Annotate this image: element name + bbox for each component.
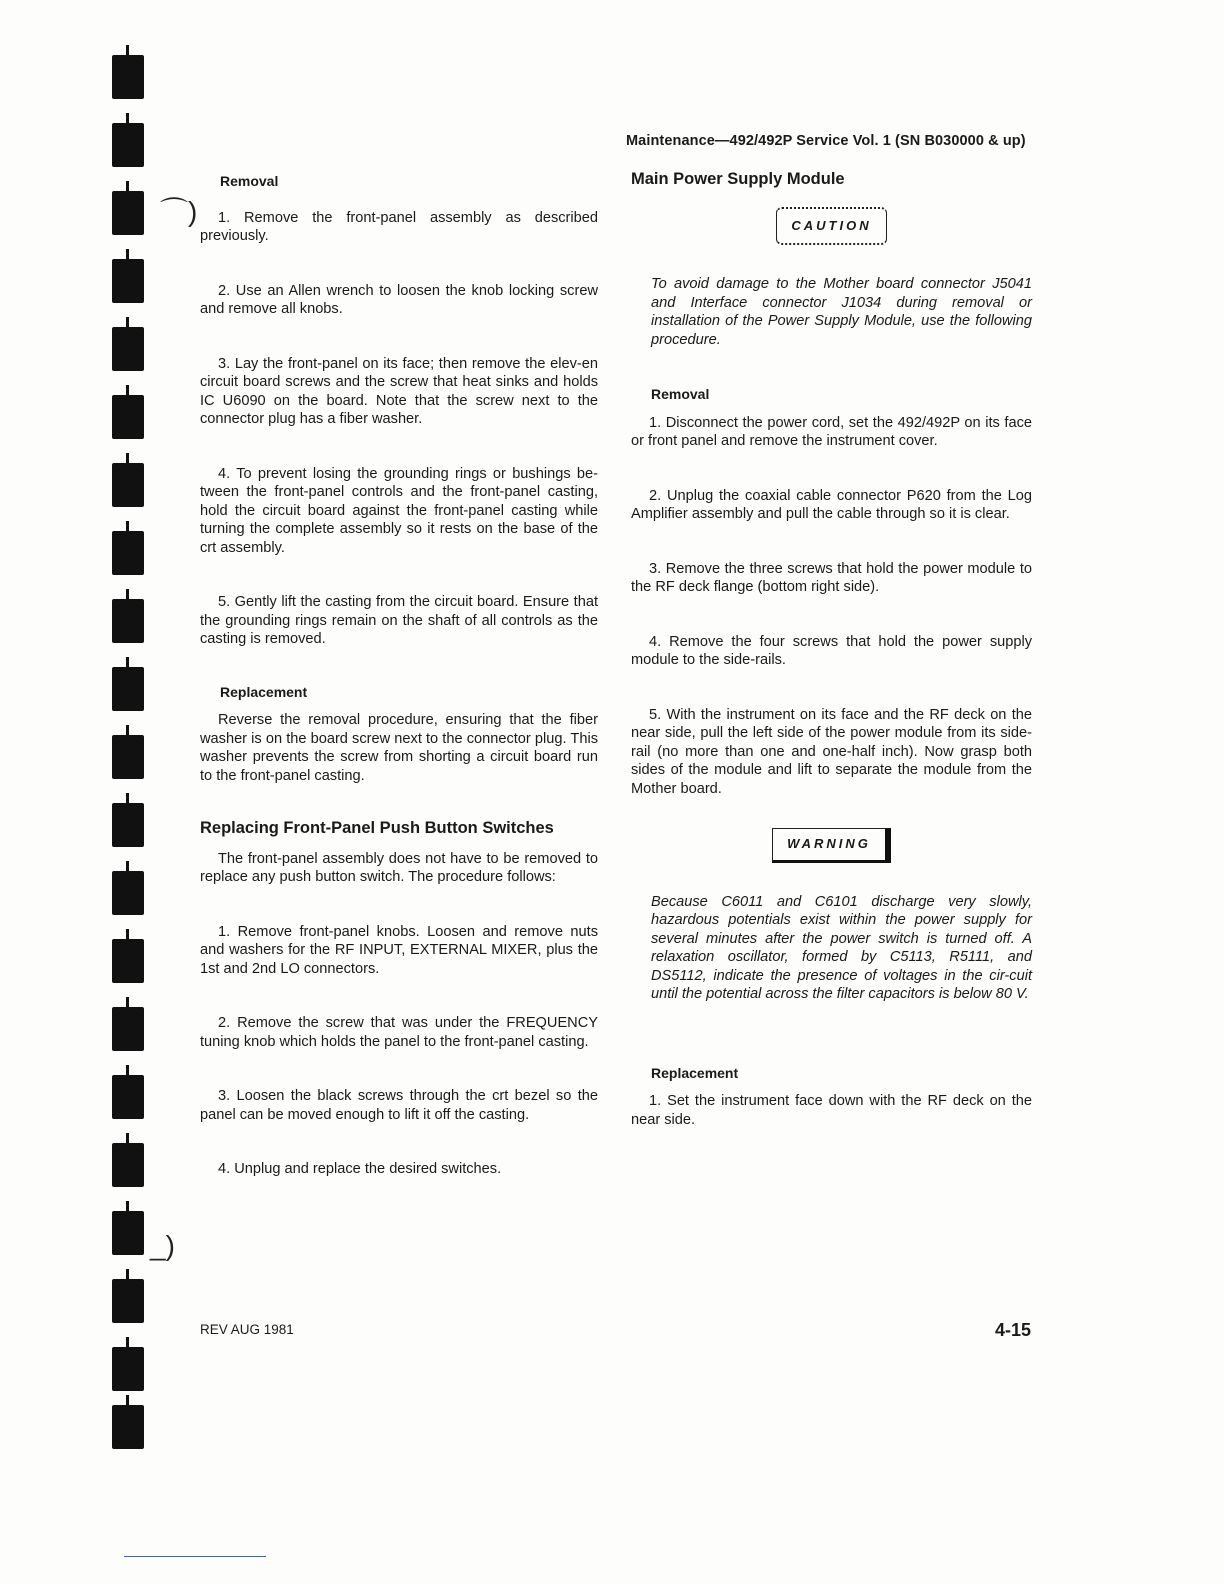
- binder-hole: [112, 1347, 144, 1391]
- removal-step: 4. To prevent losing the grounding rings or bushings be-tween the front-panel controls and the front-panel casting, hold the circuit board against the front-panel casting while turning the complete assembly so it rests on the base of the crt assembly.: [200, 465, 598, 556]
- removal-step: 1. Disconnect the power cord, set the 492/492P on its face or front panel and remove the instrument cover.: [631, 414, 1032, 449]
- binder-hole: [112, 1075, 144, 1119]
- binder-hole: [112, 1405, 144, 1449]
- binder-hole: [112, 667, 144, 711]
- bottom-rule: [124, 1556, 266, 1557]
- binder-hole: [112, 191, 144, 235]
- binder-hole: [112, 599, 144, 643]
- binder-hole: [112, 939, 144, 983]
- removal-step: 3. Remove the three screws that hold the power module to the RF deck flange (bottom right side).: [631, 560, 1032, 595]
- binder-hole: [112, 531, 144, 575]
- replacement-step: 1. Set the instrument face down with the RF deck on the near side.: [631, 1093, 1032, 1128]
- binder-hole: [112, 1143, 144, 1187]
- pencil-mark: _): [150, 1230, 175, 1261]
- caution-badge: CAUTION: [776, 207, 886, 246]
- removal-heading: Removal: [651, 386, 710, 402]
- section-title: Main Power Supply Module: [631, 170, 845, 188]
- push-button-step: 2. Remove the screw that was under the FREQUENCY tuning knob which holds the panel to the front-panel casting.: [200, 1015, 598, 1050]
- warning-badge: WARNING: [772, 828, 891, 863]
- binder-hole: [112, 1211, 144, 1255]
- page-number: 4-15: [995, 1320, 1032, 1340]
- push-button-heading: Replacing Front-Panel Push Button Switches: [200, 819, 554, 837]
- removal-step: 5. With the instrument on its face and the RF deck on the near side, pull the left side of the power module from its side-rail (no more than one and one-half inch). Now grasp both sides of the module and lift to separate the module from the Mother board.: [631, 706, 1032, 797]
- warning-text: Because C6011 and C6101 discharge very slowly, hazardous potentials exist within the power supply for several minutes after the power switch is turned off. A relaxation oscillator, formed by C5113, R5111, and DS5112, indicate the presence of voltages in the cir-cuit until the potential across the filter capacitors is below 80 V.: [651, 893, 1032, 1002]
- removal-step: 2. Unplug the coaxial cable connector P620 from the Log Amplifier assembly and pull the cable through so it is clear.: [631, 487, 1032, 522]
- pencil-mark: ⌒): [160, 196, 198, 227]
- removal-heading: Removal: [220, 173, 279, 189]
- revision-date: REV AUG 1981: [200, 1322, 294, 1337]
- push-button-intro: The front-panel assembly does not have to be removed to replace any push button switch. The procedure follows:: [200, 850, 598, 885]
- binder-hole: [112, 259, 144, 303]
- binder-hole: [112, 735, 144, 779]
- binder-hole: [112, 327, 144, 371]
- replacement-heading: Replacement: [651, 1064, 739, 1081]
- binder-hole: [112, 803, 144, 847]
- binder-hole: [112, 1279, 144, 1323]
- replacement-text: Reverse the removal procedure, ensuring that the fiber washer is on the board screw next to the connector plug. This washer prevents the screw from shorting a circuit board run to the front-panel casting.: [200, 712, 598, 784]
- push-button-step: 4. Unplug and replace the desired switches.: [218, 1161, 502, 1177]
- right-column: [631, 170, 1032, 1129]
- binder-hole: [112, 55, 144, 99]
- binder-hole: [112, 123, 144, 167]
- binder-hole: [112, 463, 144, 507]
- replacement-heading: Replacement: [220, 683, 308, 700]
- running-header: Maintenance—492/492P Service Vol. 1 (SN B030000 & up): [626, 133, 1026, 149]
- push-button-step: 3. Loosen the black screws through the crt bezel so the panel can be moved enough to lift it off the casting.: [200, 1088, 598, 1123]
- removal-step: 2. Use an Allen wrench to loosen the knob locking screw and remove all knobs.: [200, 282, 598, 317]
- left-column: [200, 172, 598, 1179]
- binder-hole: [112, 1007, 144, 1051]
- removal-step: 1. Remove the front-panel assembly as described previously.: [200, 209, 598, 244]
- push-button-step: 1. Remove front-panel knobs. Loosen and remove nuts and washers for the RF INPUT, EXTERNAL MIXER, plus the 1st and 2nd LO connectors.: [200, 923, 598, 977]
- binder-hole: [112, 871, 144, 915]
- caution-text: To avoid damage to the Mother board connector J5041 and Interface connector J1034 during removal or installation of the Power Supply Module, use the following procedure.: [651, 276, 1032, 348]
- removal-step: 5. Gently lift the casting from the circuit board. Ensure that the grounding rings remain on the shaft of all controls as the casting is removed.: [200, 594, 598, 647]
- warning-wrap: [631, 828, 1032, 863]
- binder-hole: [112, 395, 144, 439]
- removal-step: 3. Lay the front-panel on its face; then remove the elev-en circuit board screws and the screw that heat sinks and holds IC U6090 on the board. Note that the screw next to the connector plug has a fiber washer.: [200, 355, 598, 427]
- caution-wrap: [631, 207, 1032, 246]
- removal-step: 4. Remove the four screws that hold the power supply module to the side-rails.: [631, 633, 1032, 668]
